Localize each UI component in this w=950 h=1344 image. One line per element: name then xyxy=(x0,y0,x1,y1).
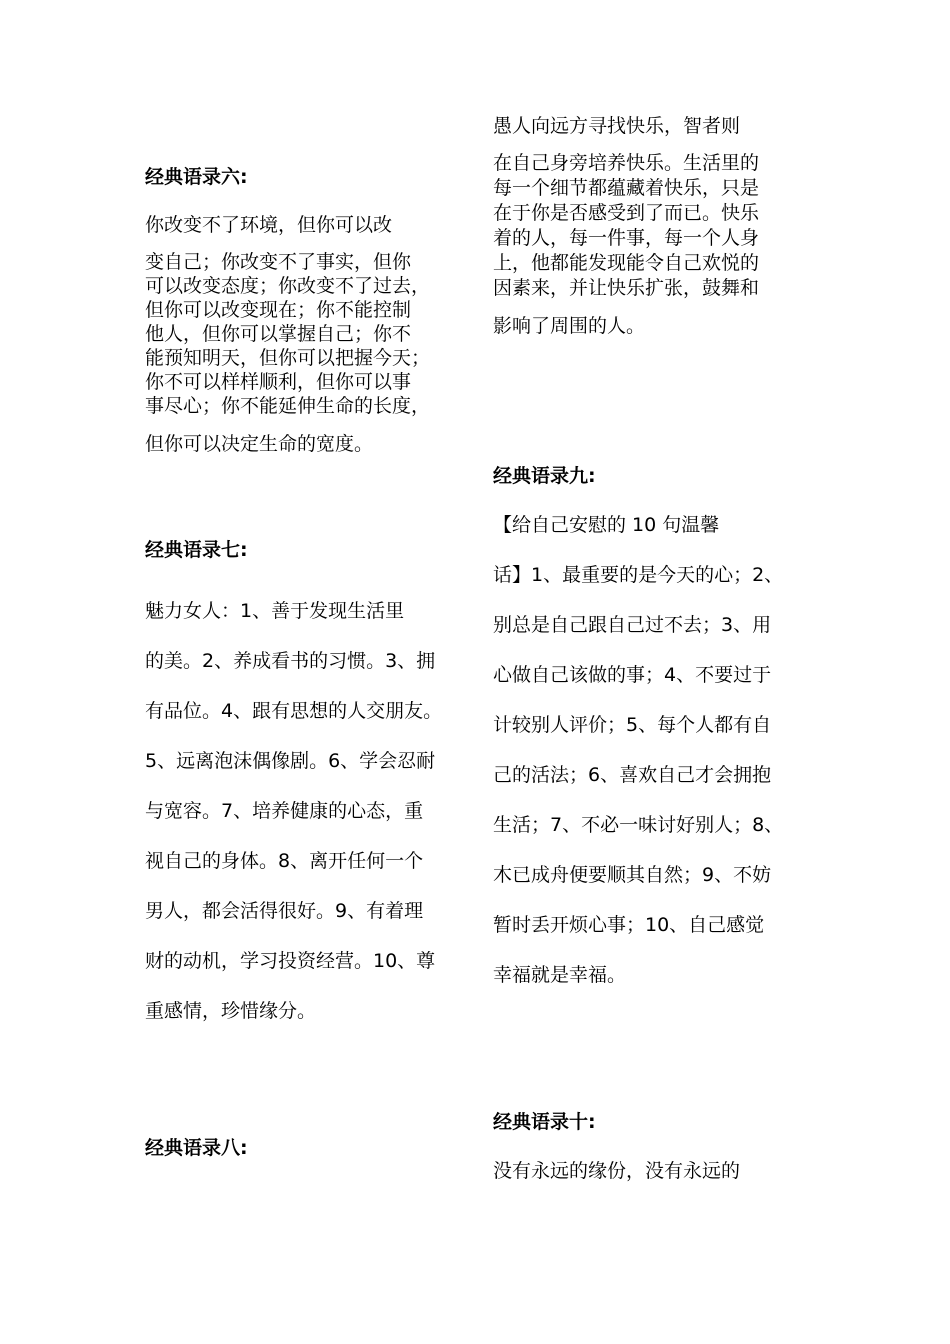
section-8-body xyxy=(493,113,819,339)
body-line: 暂时丢开烦心事；10、自己感觉 xyxy=(493,914,765,936)
body-line: 5、远离泡沫偶像剧。6、学会忍耐 xyxy=(145,750,436,772)
body-line: 变自己；你改变不了事实，但你 xyxy=(145,251,412,273)
body-line: 但你可以决定生命的宽度。 xyxy=(145,433,374,455)
body-line: 魅力女人：1、善于发现生活里 xyxy=(145,600,405,622)
body-line: 心做自己该做的事；4、不要过于 xyxy=(493,664,772,686)
section-7-heading: 经典语录七: xyxy=(145,539,248,561)
body-line: 的美。2、养成看书的习惯。3、拥 xyxy=(145,650,436,672)
body-line: 木已成舟便要顺其自然；9、不妨 xyxy=(493,864,772,886)
body-line: 着的人，每一件事，每一个人身 xyxy=(493,227,760,249)
body-line: 在自己身旁培养快乐。生活里的 xyxy=(493,152,760,174)
body-line: 他人，但你可以掌握自己；你不 xyxy=(145,323,412,345)
body-line: 与宽容。7、培养健康的心态，重 xyxy=(145,800,424,822)
body-line: 话】1、最重要的是今天的心；2、 xyxy=(493,564,784,586)
section-10-body xyxy=(493,1158,819,1184)
body-line: 生活；7、不必一味讨好别人；8、 xyxy=(493,814,784,836)
body-line: 视自己的身体。8、离开任何一个 xyxy=(145,850,424,872)
body-line: 计较别人评价；5、每个人都有自 xyxy=(493,714,772,736)
body-line: 愚人向远方寻找快乐，智者则 xyxy=(493,115,741,137)
body-line: 你不可以样样顺利，但你可以事 xyxy=(145,371,412,393)
section-6-heading: 经典语录六: xyxy=(145,166,248,188)
body-line: 你改变不了环境，但你可以改 xyxy=(145,214,393,236)
body-line: 有品位。4、跟有思想的人交朋友。 xyxy=(145,700,443,722)
body-line: 可以改变态度；你改变不了过去， xyxy=(145,275,431,297)
body-line: 己的活法；6、喜欢自己才会拥抱 xyxy=(493,764,772,786)
body-line: 别总是自己跟自己过不去；3、用 xyxy=(493,614,772,636)
section-9-body xyxy=(493,500,819,1000)
section-6-body xyxy=(145,212,471,457)
section-10-heading: 经典语录十: xyxy=(493,1111,596,1133)
body-line: 事尽心；你不能延伸生命的长度， xyxy=(145,395,431,417)
body-line: 能预知明天，但你可以把握今天； xyxy=(145,347,431,369)
section-8-heading: 经典语录八: xyxy=(145,1137,248,1159)
body-line: 男人，都会活得很好。9、有着理 xyxy=(145,900,424,922)
section-9-heading: 经典语录九: xyxy=(493,465,596,487)
body-line: 在于你是否感受到了而已。快乐 xyxy=(493,202,760,224)
section-7-body xyxy=(145,586,471,1036)
body-line: 没有永远的缘份，没有永远的 xyxy=(493,1160,741,1182)
body-line: 每一个细节都蕴藏着快乐，只是 xyxy=(493,177,760,199)
body-line: 财的动机，学习投资经营。10、尊 xyxy=(145,950,436,972)
body-line: 上，他都能发现能令自己欢悦的 xyxy=(493,252,760,274)
body-line: 重感情，珍惜缘分。 xyxy=(145,1000,317,1022)
body-line: 幸福就是幸福。 xyxy=(493,964,627,986)
body-line: 影响了周围的人。 xyxy=(493,315,646,337)
body-line: 但你可以改变现在；你不能控制 xyxy=(145,299,412,321)
body-line: 因素来，并让快乐扩张，鼓舞和 xyxy=(493,277,760,299)
body-line: 【给自己安慰的 10 句温馨 xyxy=(493,514,720,536)
